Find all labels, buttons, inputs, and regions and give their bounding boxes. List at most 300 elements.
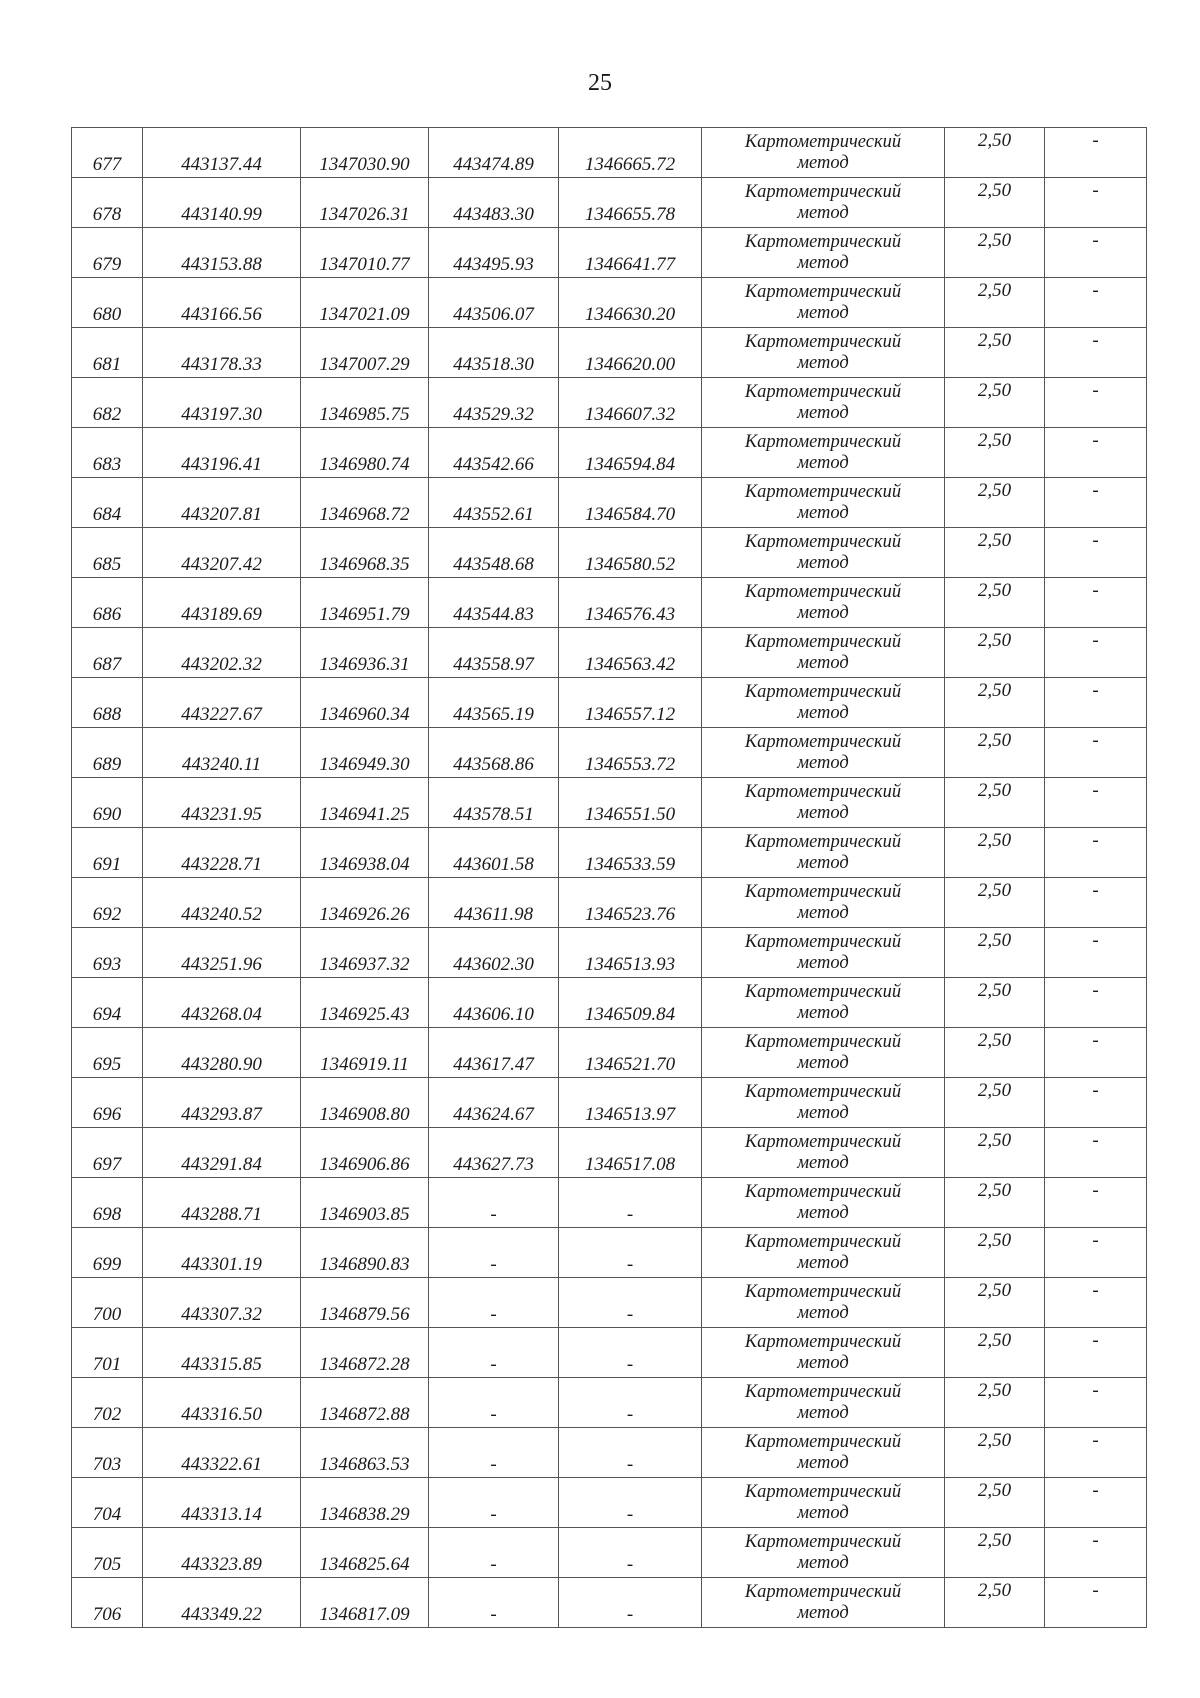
y2-coordinate-cell: - bbox=[559, 1478, 702, 1528]
y-coordinate-cell: 1346919.11 bbox=[301, 1028, 429, 1078]
y-coordinate-cell: 1347030.90 bbox=[301, 128, 429, 178]
x2-coordinate-cell: 443558.97 bbox=[429, 628, 559, 678]
x2-coordinate-cell: 443602.30 bbox=[429, 928, 559, 978]
method-line-2: метод bbox=[797, 302, 849, 323]
y-coordinate-cell: 1346926.26 bbox=[301, 878, 429, 928]
x2-coordinate-cell: 443565.19 bbox=[429, 678, 559, 728]
method-line-2: метод bbox=[797, 902, 849, 923]
table-row bbox=[72, 428, 1147, 478]
x-coordinate-cell: 443280.90 bbox=[143, 1028, 301, 1078]
table-row bbox=[72, 628, 1147, 678]
method-line-2: метод bbox=[797, 1252, 849, 1273]
method-line-1: Картометрический bbox=[744, 1581, 902, 1602]
x-coordinate-cell: 443313.14 bbox=[143, 1478, 301, 1528]
y-coordinate-cell: 1346938.04 bbox=[301, 828, 429, 878]
x2-coordinate-cell: - bbox=[429, 1228, 559, 1278]
note-cell: - bbox=[1045, 1228, 1147, 1278]
method-line-1: Картометрический bbox=[744, 131, 902, 152]
note-cell: - bbox=[1045, 378, 1147, 428]
note-cell: - bbox=[1045, 328, 1147, 378]
method-line-2: метод bbox=[797, 802, 849, 823]
y-coordinate-cell: 1347007.29 bbox=[301, 328, 429, 378]
x2-coordinate-cell: 443606.10 bbox=[429, 978, 559, 1028]
method-line-1: Картометрический bbox=[744, 1281, 902, 1302]
method-line-2: метод bbox=[797, 552, 849, 573]
accuracy-cell: 2,50 bbox=[945, 1278, 1045, 1328]
y2-coordinate-cell: 1346557.12 bbox=[559, 678, 702, 728]
point-number-cell: 699 bbox=[72, 1228, 143, 1278]
y-coordinate-cell: 1346838.29 bbox=[301, 1478, 429, 1528]
method-cell bbox=[702, 778, 945, 828]
y-coordinate-cell: 1346872.88 bbox=[301, 1378, 429, 1428]
x2-coordinate-cell: - bbox=[429, 1428, 559, 1478]
method-cell bbox=[702, 1178, 945, 1228]
x-coordinate-cell: 443197.30 bbox=[143, 378, 301, 428]
method-line-1: Картометрический bbox=[744, 931, 902, 952]
x-coordinate-cell: 443231.95 bbox=[143, 778, 301, 828]
accuracy-cell: 2,50 bbox=[945, 1428, 1045, 1478]
point-number-cell: 703 bbox=[72, 1428, 143, 1478]
note-cell: - bbox=[1045, 828, 1147, 878]
table-row bbox=[72, 528, 1147, 578]
method-cell bbox=[702, 578, 945, 628]
method-line-2: метод bbox=[797, 152, 849, 173]
y2-coordinate-cell: 1346641.77 bbox=[559, 228, 702, 278]
point-number-cell: 691 bbox=[72, 828, 143, 878]
y2-coordinate-cell: 1346513.93 bbox=[559, 928, 702, 978]
method-line-2: метод bbox=[797, 1602, 849, 1623]
point-number-cell: 700 bbox=[72, 1278, 143, 1328]
note-cell: - bbox=[1045, 1078, 1147, 1128]
point-number-cell: 698 bbox=[72, 1178, 143, 1228]
method-cell bbox=[702, 628, 945, 678]
method-cell bbox=[702, 1528, 945, 1578]
x2-coordinate-cell: - bbox=[429, 1178, 559, 1228]
note-cell: - bbox=[1045, 1328, 1147, 1378]
method-line-1: Картометрический bbox=[744, 531, 902, 552]
accuracy-cell: 2,50 bbox=[945, 578, 1045, 628]
accuracy-cell: 2,50 bbox=[945, 1328, 1045, 1378]
y2-coordinate-cell: - bbox=[559, 1228, 702, 1278]
x-coordinate-cell: 443178.33 bbox=[143, 328, 301, 378]
method-line-1: Картометрический bbox=[744, 1381, 902, 1402]
note-cell: - bbox=[1045, 178, 1147, 228]
method-cell bbox=[702, 278, 945, 328]
method-line-1: Картометрический bbox=[744, 1031, 902, 1052]
x2-coordinate-cell: 443474.89 bbox=[429, 128, 559, 178]
point-number-cell: 681 bbox=[72, 328, 143, 378]
x-coordinate-cell: 443166.56 bbox=[143, 278, 301, 328]
x-coordinate-cell: 443288.71 bbox=[143, 1178, 301, 1228]
method-line-1: Картометрический bbox=[744, 1331, 902, 1352]
point-number-cell: 683 bbox=[72, 428, 143, 478]
x-coordinate-cell: 443202.32 bbox=[143, 628, 301, 678]
y-coordinate-cell: 1346817.09 bbox=[301, 1578, 429, 1628]
method-line-1: Картометрический bbox=[744, 581, 902, 602]
point-number-cell: 693 bbox=[72, 928, 143, 978]
table-row bbox=[72, 728, 1147, 778]
x-coordinate-cell: 443307.32 bbox=[143, 1278, 301, 1328]
method-cell bbox=[702, 928, 945, 978]
method-line-1: Картометрический bbox=[744, 231, 902, 252]
accuracy-cell: 2,50 bbox=[945, 1078, 1045, 1128]
x2-coordinate-cell: 443552.61 bbox=[429, 478, 559, 528]
method-line-1: Картометрический bbox=[744, 1481, 902, 1502]
y-coordinate-cell: 1346985.75 bbox=[301, 378, 429, 428]
point-number-cell: 686 bbox=[72, 578, 143, 628]
x2-coordinate-cell: 443529.32 bbox=[429, 378, 559, 428]
note-cell: - bbox=[1045, 578, 1147, 628]
y-coordinate-cell: 1346890.83 bbox=[301, 1228, 429, 1278]
method-cell bbox=[702, 228, 945, 278]
point-number-cell: 697 bbox=[72, 1128, 143, 1178]
table-row bbox=[72, 1428, 1147, 1478]
x2-coordinate-cell: 443548.68 bbox=[429, 528, 559, 578]
method-line-2: метод bbox=[797, 1102, 849, 1123]
x2-coordinate-cell: 443544.83 bbox=[429, 578, 559, 628]
note-cell: - bbox=[1045, 1428, 1147, 1478]
y2-coordinate-cell: - bbox=[559, 1428, 702, 1478]
x2-coordinate-cell: 443506.07 bbox=[429, 278, 559, 328]
y2-coordinate-cell: 1346655.78 bbox=[559, 178, 702, 228]
y2-coordinate-cell: - bbox=[559, 1278, 702, 1328]
method-line-2: метод bbox=[797, 1002, 849, 1023]
method-line-1: Картометрический bbox=[744, 831, 902, 852]
point-number-cell: 682 bbox=[72, 378, 143, 428]
y2-coordinate-cell: 1346517.08 bbox=[559, 1128, 702, 1178]
x2-coordinate-cell: - bbox=[429, 1328, 559, 1378]
method-line-1: Картометрический bbox=[744, 1131, 902, 1152]
y2-coordinate-cell: 1346513.97 bbox=[559, 1078, 702, 1128]
accuracy-cell: 2,50 bbox=[945, 1128, 1045, 1178]
y-coordinate-cell: 1346951.79 bbox=[301, 578, 429, 628]
method-cell bbox=[702, 1578, 945, 1628]
x-coordinate-cell: 443301.19 bbox=[143, 1228, 301, 1278]
y-coordinate-cell: 1347010.77 bbox=[301, 228, 429, 278]
x2-coordinate-cell: - bbox=[429, 1528, 559, 1578]
method-line-2: метод bbox=[797, 1402, 849, 1423]
method-cell bbox=[702, 1378, 945, 1428]
method-line-1: Картометрический bbox=[744, 781, 902, 802]
x-coordinate-cell: 443140.99 bbox=[143, 178, 301, 228]
x2-coordinate-cell: - bbox=[429, 1478, 559, 1528]
table-row bbox=[72, 928, 1147, 978]
note-cell: - bbox=[1045, 1378, 1147, 1428]
accuracy-cell: 2,50 bbox=[945, 1228, 1045, 1278]
y-coordinate-cell: 1346825.64 bbox=[301, 1528, 429, 1578]
note-cell: - bbox=[1045, 628, 1147, 678]
point-number-cell: 704 bbox=[72, 1478, 143, 1528]
note-cell: - bbox=[1045, 1128, 1147, 1178]
method-cell bbox=[702, 1128, 945, 1178]
y-coordinate-cell: 1346968.35 bbox=[301, 528, 429, 578]
y-coordinate-cell: 1346925.43 bbox=[301, 978, 429, 1028]
y-coordinate-cell: 1347026.31 bbox=[301, 178, 429, 228]
method-cell bbox=[702, 1228, 945, 1278]
x-coordinate-cell: 443207.42 bbox=[143, 528, 301, 578]
x2-coordinate-cell: 443601.58 bbox=[429, 828, 559, 878]
method-line-1: Картометрический bbox=[744, 1531, 902, 1552]
x-coordinate-cell: 443251.96 bbox=[143, 928, 301, 978]
note-cell: - bbox=[1045, 278, 1147, 328]
y2-coordinate-cell: 1346580.52 bbox=[559, 528, 702, 578]
y-coordinate-cell: 1346872.28 bbox=[301, 1328, 429, 1378]
method-cell bbox=[702, 678, 945, 728]
method-line-1: Картометрический bbox=[744, 431, 902, 452]
table-row bbox=[72, 278, 1147, 328]
point-number-cell: 677 bbox=[72, 128, 143, 178]
accuracy-cell: 2,50 bbox=[945, 1178, 1045, 1228]
accuracy-cell: 2,50 bbox=[945, 178, 1045, 228]
method-cell bbox=[702, 828, 945, 878]
note-cell: - bbox=[1045, 478, 1147, 528]
x-coordinate-cell: 443315.85 bbox=[143, 1328, 301, 1378]
method-line-2: метод bbox=[797, 852, 849, 873]
table-row bbox=[72, 228, 1147, 278]
x2-coordinate-cell: - bbox=[429, 1278, 559, 1328]
method-line-1: Картометрический bbox=[744, 881, 902, 902]
accuracy-cell: 2,50 bbox=[945, 978, 1045, 1028]
method-line-1: Картометрический bbox=[744, 1431, 902, 1452]
note-cell: - bbox=[1045, 1178, 1147, 1228]
method-line-1: Картометрический bbox=[744, 1081, 902, 1102]
method-line-2: метод bbox=[797, 352, 849, 373]
x2-coordinate-cell: 443627.73 bbox=[429, 1128, 559, 1178]
y2-coordinate-cell: 1346521.70 bbox=[559, 1028, 702, 1078]
method-line-2: метод bbox=[797, 952, 849, 973]
x-coordinate-cell: 443268.04 bbox=[143, 978, 301, 1028]
y-coordinate-cell: 1346908.80 bbox=[301, 1078, 429, 1128]
point-number-cell: 680 bbox=[72, 278, 143, 328]
y-coordinate-cell: 1346968.72 bbox=[301, 478, 429, 528]
x2-coordinate-cell: - bbox=[429, 1378, 559, 1428]
y-coordinate-cell: 1346937.32 bbox=[301, 928, 429, 978]
table-row bbox=[72, 778, 1147, 828]
table-row bbox=[72, 1578, 1147, 1628]
point-number-cell: 690 bbox=[72, 778, 143, 828]
y2-coordinate-cell: 1346630.20 bbox=[559, 278, 702, 328]
point-number-cell: 706 bbox=[72, 1578, 143, 1628]
point-number-cell: 687 bbox=[72, 628, 143, 678]
method-line-2: метод bbox=[797, 652, 849, 673]
point-number-cell: 684 bbox=[72, 478, 143, 528]
page-number: 25 bbox=[588, 70, 612, 96]
method-cell bbox=[702, 328, 945, 378]
note-cell: - bbox=[1045, 1028, 1147, 1078]
method-line-1: Картометрический bbox=[744, 1231, 902, 1252]
table-row bbox=[72, 1028, 1147, 1078]
accuracy-cell: 2,50 bbox=[945, 278, 1045, 328]
x-coordinate-cell: 443227.67 bbox=[143, 678, 301, 728]
point-number-cell: 694 bbox=[72, 978, 143, 1028]
x2-coordinate-cell: 443568.86 bbox=[429, 728, 559, 778]
x-coordinate-cell: 443291.84 bbox=[143, 1128, 301, 1178]
x-coordinate-cell: 443322.61 bbox=[143, 1428, 301, 1478]
method-line-1: Картометрический bbox=[744, 681, 902, 702]
accuracy-cell: 2,50 bbox=[945, 778, 1045, 828]
note-cell: - bbox=[1045, 978, 1147, 1028]
point-number-cell: 692 bbox=[72, 878, 143, 928]
accuracy-cell: 2,50 bbox=[945, 428, 1045, 478]
accuracy-cell: 2,50 bbox=[945, 328, 1045, 378]
x-coordinate-cell: 443153.88 bbox=[143, 228, 301, 278]
x-coordinate-cell: 443323.89 bbox=[143, 1528, 301, 1578]
accuracy-cell: 2,50 bbox=[945, 1378, 1045, 1428]
method-cell bbox=[702, 178, 945, 228]
note-cell: - bbox=[1045, 928, 1147, 978]
y-coordinate-cell: 1346941.25 bbox=[301, 778, 429, 828]
y2-coordinate-cell: - bbox=[559, 1578, 702, 1628]
y-coordinate-cell: 1346949.30 bbox=[301, 728, 429, 778]
x2-coordinate-cell: - bbox=[429, 1578, 559, 1628]
accuracy-cell: 2,50 bbox=[945, 728, 1045, 778]
method-cell bbox=[702, 1428, 945, 1478]
coordinates-table bbox=[71, 127, 1147, 1628]
table-row bbox=[72, 178, 1147, 228]
y2-coordinate-cell: 1346533.59 bbox=[559, 828, 702, 878]
method-line-2: метод bbox=[797, 1202, 849, 1223]
accuracy-cell: 2,50 bbox=[945, 1478, 1045, 1528]
method-line-1: Картометрический bbox=[744, 631, 902, 652]
y2-coordinate-cell: 1346553.72 bbox=[559, 728, 702, 778]
table-row bbox=[72, 1078, 1147, 1128]
method-line-1: Картометрический bbox=[744, 381, 902, 402]
y2-coordinate-cell: 1346563.42 bbox=[559, 628, 702, 678]
method-line-1: Картометрический bbox=[744, 731, 902, 752]
table-row bbox=[72, 328, 1147, 378]
accuracy-cell: 2,50 bbox=[945, 628, 1045, 678]
note-cell: - bbox=[1045, 1478, 1147, 1528]
y2-coordinate-cell: 1346594.84 bbox=[559, 428, 702, 478]
method-cell bbox=[702, 478, 945, 528]
note-cell: - bbox=[1045, 1578, 1147, 1628]
y2-coordinate-cell: 1346523.76 bbox=[559, 878, 702, 928]
x2-coordinate-cell: 443611.98 bbox=[429, 878, 559, 928]
method-cell bbox=[702, 1478, 945, 1528]
y-coordinate-cell: 1346903.85 bbox=[301, 1178, 429, 1228]
method-line-2: метод bbox=[797, 1552, 849, 1573]
x2-coordinate-cell: 443624.67 bbox=[429, 1078, 559, 1128]
table-row bbox=[72, 1478, 1147, 1528]
x-coordinate-cell: 443240.52 bbox=[143, 878, 301, 928]
y2-coordinate-cell: 1346576.43 bbox=[559, 578, 702, 628]
note-cell: - bbox=[1045, 428, 1147, 478]
table-body bbox=[72, 128, 1147, 1628]
y-coordinate-cell: 1346879.56 bbox=[301, 1278, 429, 1328]
method-line-1: Картометрический bbox=[744, 1181, 902, 1202]
method-line-1: Картометрический bbox=[744, 331, 902, 352]
x-coordinate-cell: 443137.44 bbox=[143, 128, 301, 178]
method-cell bbox=[702, 878, 945, 928]
x-coordinate-cell: 443207.81 bbox=[143, 478, 301, 528]
method-line-2: метод bbox=[797, 252, 849, 273]
accuracy-cell: 2,50 bbox=[945, 1528, 1045, 1578]
y2-coordinate-cell: 1346620.00 bbox=[559, 328, 702, 378]
table-row bbox=[72, 828, 1147, 878]
x2-coordinate-cell: 443617.47 bbox=[429, 1028, 559, 1078]
method-line-2: метод bbox=[797, 1452, 849, 1473]
method-line-2: метод bbox=[797, 702, 849, 723]
point-number-cell: 696 bbox=[72, 1078, 143, 1128]
y-coordinate-cell: 1347021.09 bbox=[301, 278, 429, 328]
method-cell bbox=[702, 978, 945, 1028]
note-cell: - bbox=[1045, 728, 1147, 778]
y-coordinate-cell: 1346863.53 bbox=[301, 1428, 429, 1478]
x2-coordinate-cell: 443518.30 bbox=[429, 328, 559, 378]
method-line-2: метод bbox=[797, 1052, 849, 1073]
method-cell bbox=[702, 428, 945, 478]
method-line-2: метод bbox=[797, 452, 849, 473]
x2-coordinate-cell: 443495.93 bbox=[429, 228, 559, 278]
y2-coordinate-cell: 1346509.84 bbox=[559, 978, 702, 1028]
y-coordinate-cell: 1346906.86 bbox=[301, 1128, 429, 1178]
accuracy-cell: 2,50 bbox=[945, 478, 1045, 528]
note-cell: - bbox=[1045, 528, 1147, 578]
method-cell bbox=[702, 1278, 945, 1328]
y-coordinate-cell: 1346936.31 bbox=[301, 628, 429, 678]
y2-coordinate-cell: - bbox=[559, 1328, 702, 1378]
accuracy-cell: 2,50 bbox=[945, 1028, 1045, 1078]
point-number-cell: 679 bbox=[72, 228, 143, 278]
method-line-2: метод bbox=[797, 602, 849, 623]
method-cell bbox=[702, 1328, 945, 1378]
accuracy-cell: 2,50 bbox=[945, 128, 1045, 178]
table-row bbox=[72, 1378, 1147, 1428]
x-coordinate-cell: 443316.50 bbox=[143, 1378, 301, 1428]
y2-coordinate-cell: 1346551.50 bbox=[559, 778, 702, 828]
method-line-1: Картометрический bbox=[744, 481, 902, 502]
note-cell: - bbox=[1045, 678, 1147, 728]
accuracy-cell: 2,50 bbox=[945, 528, 1045, 578]
table-row bbox=[72, 1228, 1147, 1278]
y2-coordinate-cell: - bbox=[559, 1528, 702, 1578]
y-coordinate-cell: 1346980.74 bbox=[301, 428, 429, 478]
accuracy-cell: 2,50 bbox=[945, 378, 1045, 428]
y2-coordinate-cell: - bbox=[559, 1378, 702, 1428]
note-cell: - bbox=[1045, 1528, 1147, 1578]
table-row bbox=[72, 978, 1147, 1028]
x-coordinate-cell: 443228.71 bbox=[143, 828, 301, 878]
table-row bbox=[72, 1178, 1147, 1228]
table-row bbox=[72, 1278, 1147, 1328]
table-row bbox=[72, 1328, 1147, 1378]
method-line-2: метод bbox=[797, 1152, 849, 1173]
table-row bbox=[72, 678, 1147, 728]
point-number-cell: 688 bbox=[72, 678, 143, 728]
method-line-1: Картометрический bbox=[744, 981, 902, 1002]
accuracy-cell: 2,50 bbox=[945, 828, 1045, 878]
table-row bbox=[72, 578, 1147, 628]
x-coordinate-cell: 443349.22 bbox=[143, 1578, 301, 1628]
y2-coordinate-cell: - bbox=[559, 1178, 702, 1228]
method-line-2: метод bbox=[797, 752, 849, 773]
point-number-cell: 678 bbox=[72, 178, 143, 228]
y-coordinate-cell: 1346960.34 bbox=[301, 678, 429, 728]
point-number-cell: 701 bbox=[72, 1328, 143, 1378]
x-coordinate-cell: 443293.87 bbox=[143, 1078, 301, 1128]
table-row bbox=[72, 378, 1147, 428]
point-number-cell: 702 bbox=[72, 1378, 143, 1428]
y2-coordinate-cell: 1346665.72 bbox=[559, 128, 702, 178]
y2-coordinate-cell: 1346607.32 bbox=[559, 378, 702, 428]
method-line-1: Картометрический bbox=[744, 181, 902, 202]
method-line-2: метод bbox=[797, 202, 849, 223]
method-cell bbox=[702, 1028, 945, 1078]
point-number-cell: 695 bbox=[72, 1028, 143, 1078]
x-coordinate-cell: 443189.69 bbox=[143, 578, 301, 628]
x2-coordinate-cell: 443542.66 bbox=[429, 428, 559, 478]
method-line-2: метод bbox=[797, 402, 849, 423]
